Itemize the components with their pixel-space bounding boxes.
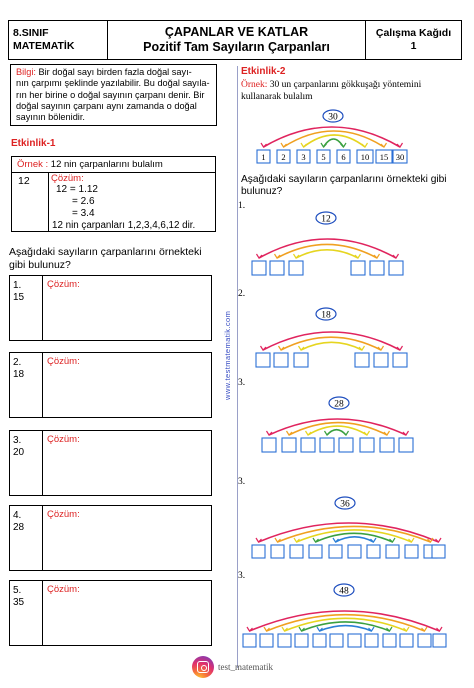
- instagram-icon: [192, 656, 214, 678]
- factor-box: [290, 545, 303, 558]
- solution-line: 12 = 1.12: [56, 184, 98, 195]
- rainbow-arc: [301, 342, 362, 350]
- page-title: ÇAPANLAR VE KATLAR: [164, 25, 309, 39]
- factor-value: 5: [321, 152, 326, 162]
- question-line: Aşağıdaki sayıların çarpanlarını örnekteki gibi: [241, 174, 447, 185]
- factor-box: [301, 438, 315, 452]
- factor-box: [432, 545, 445, 558]
- factor-box: [252, 545, 265, 558]
- item-label: 3.: [238, 477, 246, 487]
- info-line: sayının bölenidir.: [16, 112, 85, 123]
- answer-number: 2. 18: [13, 357, 25, 380]
- factor-box: [294, 353, 308, 367]
- solution-label: Çözüm:: [47, 509, 80, 520]
- factor-value: 2: [281, 152, 286, 162]
- solution-label: Çözüm:: [47, 356, 80, 367]
- rainbow-arc: [281, 337, 381, 350]
- answer-number: 3. 20: [13, 435, 25, 458]
- info-line: Bir doğal sayı birden fazla doğal sayı-: [35, 67, 192, 77]
- factor-box: [348, 545, 361, 558]
- factor-box: [367, 545, 380, 558]
- rainbow-arc: [324, 139, 344, 147]
- example-label: Örnek :: [17, 159, 49, 170]
- question-line: bulunuz?: [241, 186, 283, 197]
- factor-box: [313, 634, 326, 647]
- factor-box: [262, 438, 276, 452]
- solution-label: Çözüm:: [47, 434, 80, 445]
- arrow-head: [343, 431, 349, 435]
- arrow-head: [325, 431, 331, 435]
- example-line: kullanarak bulalım: [241, 92, 313, 102]
- factor-box: [252, 261, 266, 275]
- solution-line: = 3.4: [72, 208, 95, 219]
- factor-box: [400, 634, 413, 647]
- sheet-label: Çalışma Kağıdı: [375, 27, 452, 39]
- factor-box: [243, 634, 256, 647]
- activity-2-question: [241, 174, 447, 198]
- rainbow-number: 18: [321, 310, 331, 321]
- example-text: 12 nin çarpanlarını bulalım: [48, 159, 163, 170]
- rainbow-number: 28: [334, 399, 344, 410]
- factor-box: [405, 545, 418, 558]
- subject-label: MATEMATİK: [13, 40, 75, 52]
- rainbow-number: 48: [339, 586, 349, 597]
- factor-box: [351, 261, 365, 275]
- factor-box: [320, 438, 334, 452]
- solution-line: = 2.6: [72, 196, 95, 207]
- factor-value: 6: [341, 152, 346, 162]
- rainbow-number: 30: [328, 112, 338, 123]
- factor-box: [278, 634, 291, 647]
- factor-box: [355, 353, 369, 367]
- rainbow-arc: [308, 426, 367, 435]
- factor-box: [380, 438, 394, 452]
- rainbow-number: 36: [340, 499, 350, 510]
- factor-box: [256, 353, 270, 367]
- factor-box: [360, 438, 374, 452]
- example-number: 12: [18, 175, 30, 187]
- factor-box: [365, 634, 378, 647]
- factor-value: 30: [395, 152, 405, 162]
- solution-label: Çözüm:: [47, 584, 80, 595]
- rainbow-arc: [277, 244, 377, 258]
- solution-line: 12 nin çarpanları 1,2,3,4,6,12 dir.: [52, 220, 196, 231]
- instagram-handle: test_matematik: [218, 662, 273, 672]
- item-label: 3.: [238, 571, 246, 581]
- watermark: www.testmatematik.com: [223, 310, 232, 400]
- factor-box: [271, 545, 284, 558]
- answer-number: 5. 35: [13, 585, 25, 608]
- rainbow-arc: [296, 250, 358, 258]
- rainbow-arc: [320, 626, 372, 631]
- factor-value: 3: [301, 152, 306, 162]
- factor-box: [393, 353, 407, 367]
- info-label: Bilgi:: [16, 67, 36, 77]
- solution-label: Çözüm:: [51, 173, 84, 184]
- arrow-head: [362, 143, 368, 147]
- factor-box: [282, 438, 296, 452]
- factor-value: 1: [261, 152, 266, 162]
- factor-box: [289, 261, 303, 275]
- factor-box: [370, 261, 384, 275]
- example-label: Örnek:: [241, 80, 268, 90]
- solution-label: Çözüm:: [47, 279, 80, 290]
- factor-box: [374, 353, 388, 367]
- info-line: doğal sayının çarpanı aynı zamanda o doğal: [16, 100, 197, 111]
- rainbow-arc: [316, 533, 393, 542]
- factor-box: [329, 545, 342, 558]
- factor-box: [260, 634, 273, 647]
- rainbow-arc: [269, 419, 406, 435]
- answer-number: 4. 28: [13, 510, 25, 533]
- factor-box: [339, 438, 353, 452]
- factor-box: [270, 261, 284, 275]
- answer-number: 1. 15: [13, 280, 25, 303]
- factor-box: [399, 438, 413, 452]
- item-label: 1.: [238, 201, 246, 211]
- rainbow-arc: [302, 622, 390, 631]
- arrow-head: [301, 143, 307, 147]
- factor-box: [418, 634, 431, 647]
- item-label: 2.: [238, 289, 246, 299]
- activity-2-title: Etkinlik-2: [241, 66, 286, 77]
- factor-box: [274, 353, 288, 367]
- factor-box: [309, 545, 322, 558]
- factor-box: [389, 261, 403, 275]
- example-line: 30 un çarpanlarını gökkuşağı yöntemini: [267, 80, 422, 90]
- factor-box: [386, 545, 399, 558]
- rainbow-arc: [336, 537, 374, 542]
- rainbow-number: 12: [321, 214, 331, 225]
- question-line: gibi bulunuz?: [9, 259, 71, 271]
- item-label: 3.: [238, 378, 246, 388]
- sheet-number: 1: [410, 40, 417, 52]
- factor-box: [383, 634, 396, 647]
- rainbow-arc: [304, 135, 366, 147]
- question-line: Aşağıdaki sayıların çarpanlarını örnekteki: [9, 246, 202, 258]
- activity-1-title: Etkinlik-1: [11, 138, 56, 149]
- grade-label: 8.SINIF: [13, 27, 49, 39]
- factor-box: [348, 634, 361, 647]
- info-line: nın çarpımı şeklinde yazılabilir. Bu doğal sayıla-: [16, 78, 210, 89]
- page-subtitle: Pozitif Tam Sayıların Çarpanları: [143, 40, 330, 54]
- factor-box: [433, 634, 446, 647]
- info-line: rın her birine o doğal sayının çarpanı denir. Bir: [16, 89, 205, 100]
- factor-value: 15: [379, 152, 389, 162]
- factor-box: [330, 634, 343, 647]
- factor-value: 10: [360, 152, 370, 162]
- factor-box: [295, 634, 308, 647]
- rainbow-arc: [289, 423, 387, 435]
